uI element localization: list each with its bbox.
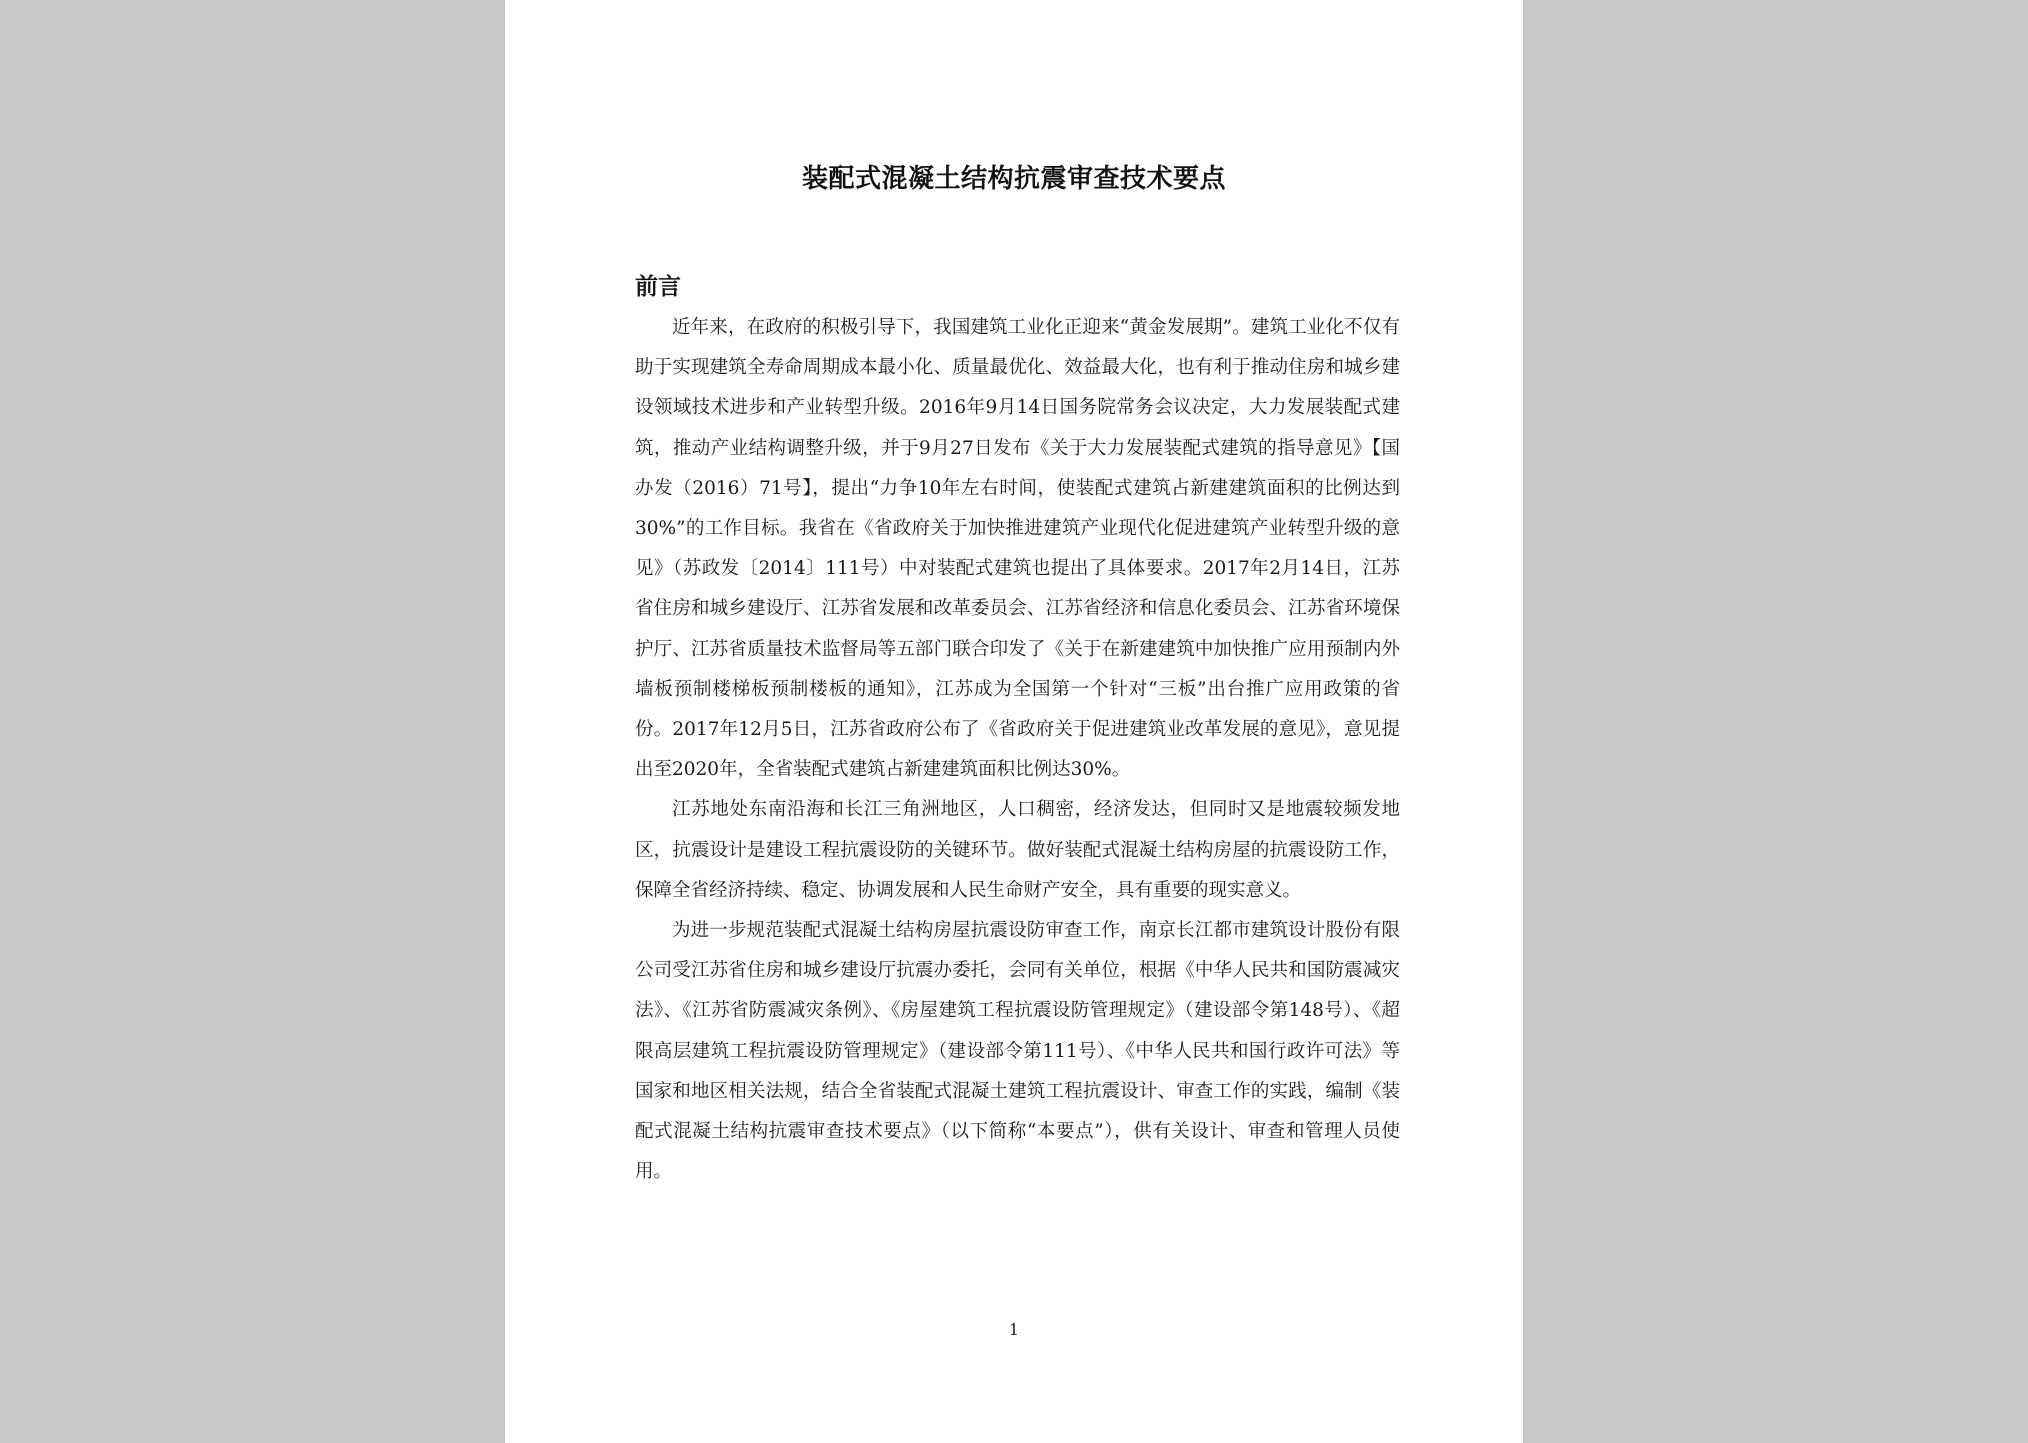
paragraph: 为进一步规范装配式混凝土结构房屋抗震设防审查工作，南京长江都市建筑设计股份有限公司受江苏省住房和城乡建设厅抗震办委托，会同有关单位，根据《中华人民共和国防震减灾法》、《江苏省防震减灾条例》、《房屋建筑工程抗震设防管理规定》（建设部令第148号）、《超限高层建筑工程抗震设防管理规定》（建设部令第111号）、《中华人民共和国行政许可法》等国家和地区相关法规，结合全省装配式混凝土建筑工程抗震设计、审查工作的实践，编制《装配式混凝土结构抗震审查技术要点》（以下简称“本要点”），供有关设计、审查和管理人员使用。	[635, 920, 1400, 1183]
paragraph: 江苏地处东南沿海和长江三角洲地区，人口稠密，经济发达，但同时又是地震较频发地区，抗震设计是建设工程抗震设防的关键环节。做好装配式混凝土结构房屋的抗震设防工作，保障全省经济持续、稳定、协调发展和人民生命财产安全，具有重要的现实意义。	[635, 799, 1400, 901]
paragraph: 近年来，在政府的积极引导下，我国建筑工业化正迎来“黄金发展期”。建筑工业化不仅有助于实现建筑全寿命周期成本最小化、质量最优化、效益最大化，也有利于推动住房和城乡建设领域技术进步和产业转型升级。2016年9月14日国务院常务会议决定，大力发展装配式建筑，推动产业结构调整升级，并于9月27日发布《关于大力发展装配式建筑的指导意见》【国办发（2016）71号】，提出“力争10年左右时间，使装配式建筑占新建建筑面积的比例达到30%”的工作目标。我省在《省政府关于加快推进建筑产业现代化促进建筑产业转型升级的意见》（苏政发〔2014〕111号）中对装配式建筑也提出了具体要求。2017年2月14日，江苏省住房和城乡建设厅、江苏省发展和改革委员会、江苏省经济和信息化委员会、江苏省环境保护厅、江苏省质量技术监督局等五部门联合印发了《关于在新建建筑中加快推广应用预制内外墙板预制楼梯板预制楼板的通知》，江苏成为全国第一个针对“三板”出台推广应用政策的省份。2017年12月5日，江苏省政府公布了《省政府关于促进建筑业改革发展的意见》，意见提出至2020年，全省装配式建筑占新建建筑面积比例达30%。	[635, 317, 1400, 781]
page-number: 1	[1008, 1320, 1020, 1339]
section-heading: 前言	[635, 274, 681, 300]
body-text	[635, 308, 1400, 1192]
document-title: 装配式混凝土结构抗震审查技术要点	[801, 164, 1226, 194]
document-page	[505, 0, 1523, 1443]
